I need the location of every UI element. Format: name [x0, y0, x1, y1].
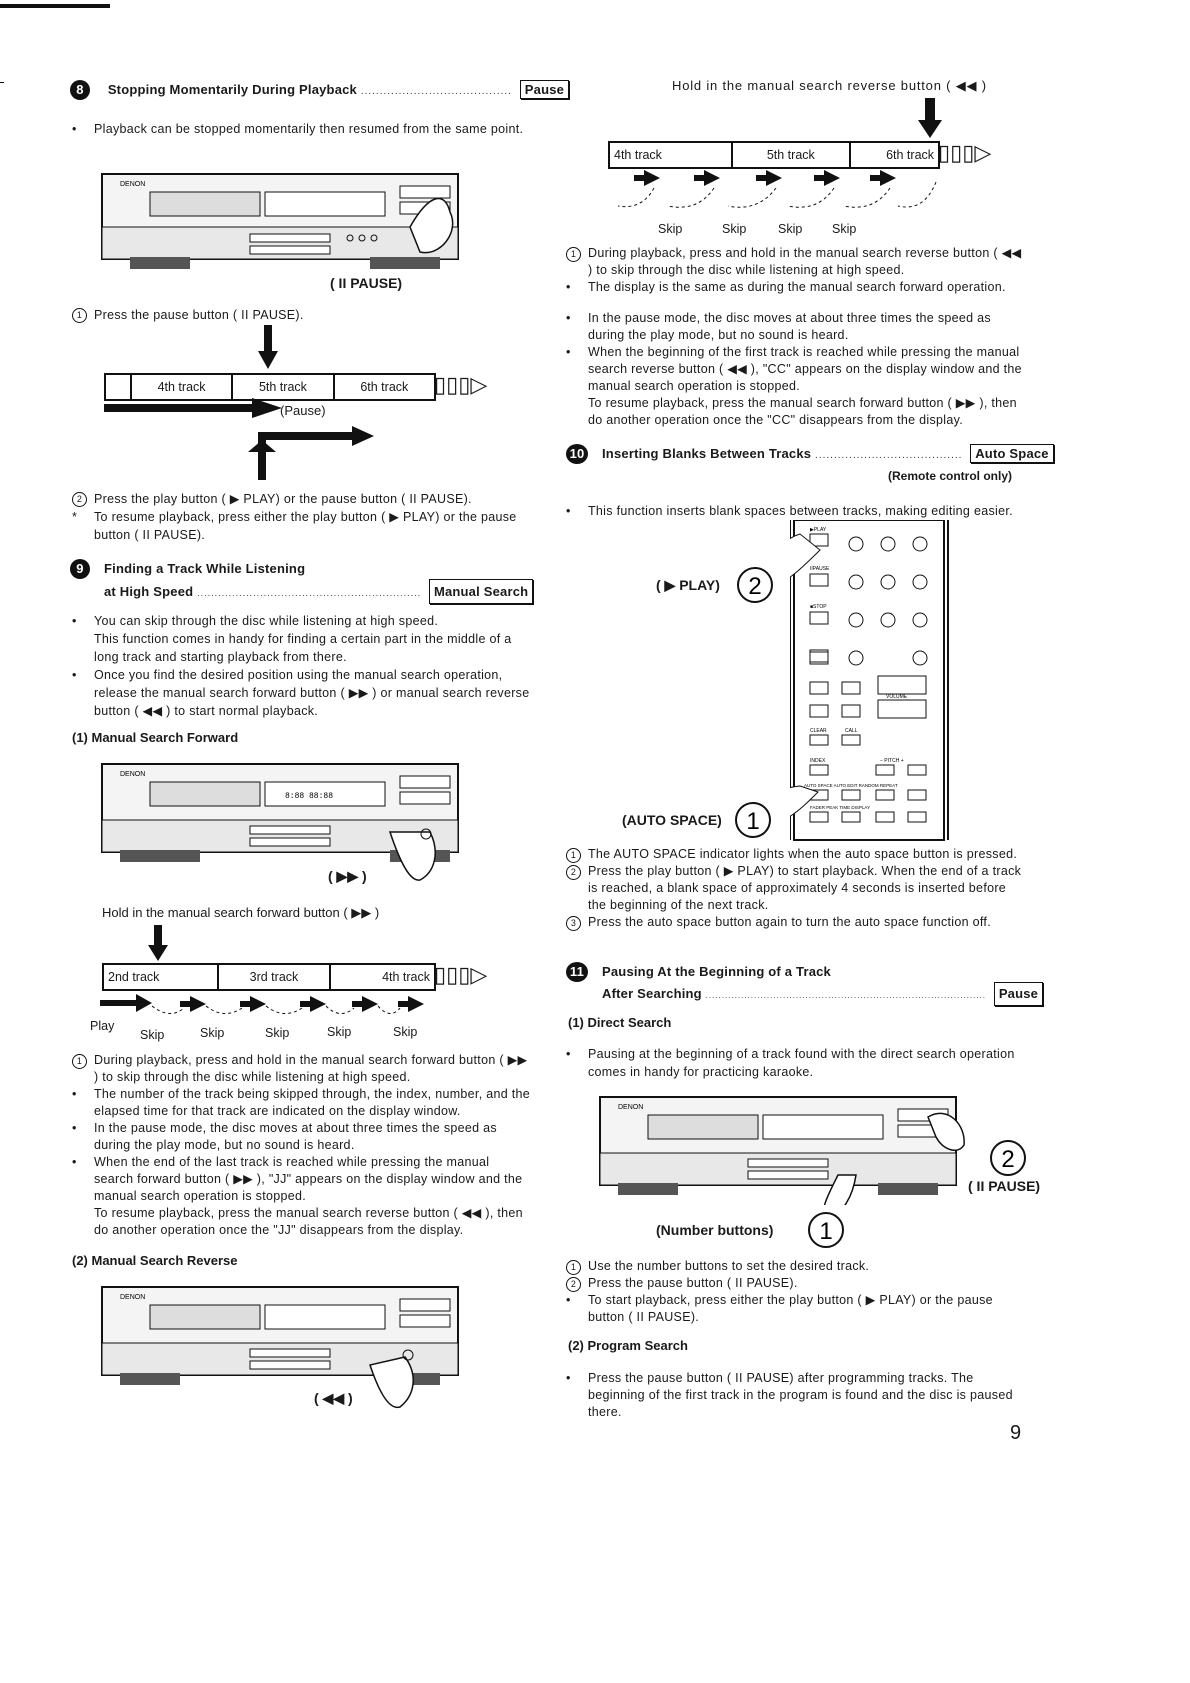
pause-key: Pause [520, 80, 569, 99]
number-buttons-callout: (Number buttons) [656, 1222, 774, 1238]
sec9-reverse-steps: 1 During playback, press and hold in the manual search reverse button ( ◀◀ ) to skip through the disc while listening at high speed. • The display is the same as during the manual search forward operation. • In the pause mode, the disc moves at about three times the speed as during the play mode, but no sound is heard. • When the beginning of the first track is reached while pressing the manual search reverse button ( ◀◀ ), "CC" appears on the display window and the manual search operation is stopped. To resume playback, press the manual search forward button ( ▶▶ ), then do another operation once the "CC" disappears from the display. [566, 245, 1026, 429]
leader-dots: ........................................ [360, 86, 512, 97]
track-label: 4th track [610, 143, 733, 167]
callout-1-icon [733, 800, 773, 840]
remote-control-illustration [790, 520, 950, 842]
player-display: 8:88 88:88 [285, 792, 334, 801]
forward-caption: ( ▶▶ ) [328, 868, 367, 884]
sec9-bullets [72, 612, 532, 720]
cd-player-illustration-forward [100, 762, 470, 882]
bullet-continuation: To resume playback, press the manual search forward button ( ▶▶ ), then do another operation once the "CC" disappears from the display. [588, 396, 1017, 427]
step-text: The AUTO SPACE indicator lights when the auto space button is pressed. [588, 847, 1018, 861]
svg-text:2: 2 [1001, 1146, 1015, 1173]
margin-tick [0, 82, 4, 83]
sec10-bullet [566, 502, 1026, 520]
hold-reverse-label: Hold in the manual search reverse button ( ◀◀ ) [672, 78, 987, 93]
svg-text:1: 1 [746, 808, 760, 835]
section-9-title-line1: Finding a Track While Listening [104, 561, 306, 576]
remote-play-label: ▶PLAY [810, 527, 827, 533]
section-8-title-text: Stopping Momentarily During Playback [107, 82, 357, 97]
sec8-bullet [72, 120, 532, 138]
section-10-title-text: Inserting Blanks Between Tracks [602, 446, 812, 461]
cd-player-illustration-reverse [100, 1285, 470, 1410]
direct-search-heading: (1) Direct Search [568, 1015, 672, 1030]
skip-arrows-reverse [618, 168, 938, 218]
remote-clear-label: CLEAR [810, 728, 827, 734]
sec11-bullet3 [566, 1370, 1026, 1421]
play-label: Play [90, 1019, 115, 1033]
section-10-number: 10 [566, 444, 588, 464]
pause-label: (Pause) [280, 403, 326, 418]
section-9-title-line2: at High Speed [104, 584, 194, 599]
step-text: Press the play button ( ▶ PLAY) to start playback. When the end of a track is reached, a blank space of approximately 4 seconds is inserted before the beginning of the next track. [588, 864, 1022, 912]
remote-row1-label: AUTO SPACE AUTO EDIT RANDOM REPEAT [804, 783, 898, 788]
down-arrow-icon [148, 925, 168, 961]
remote-pause-label: IIPAUSE [810, 566, 830, 572]
track-bar-forward [102, 963, 436, 991]
track-label: 5th track [233, 375, 334, 399]
bullet-continuation: This function comes in handy for finding a certain part in the middle of a long track and starting playback from there. [94, 632, 512, 664]
track-label: 6th track [886, 148, 935, 162]
page-corner-mark [0, 4, 110, 8]
skip-label: Skip [722, 222, 747, 236]
bullet-text: • Pausing at the beginning of a track found with the direct search operation comes in handy for practicing karaoke. [566, 1045, 1026, 1081]
track-bar-pause [104, 373, 436, 401]
skip-label: Skip [658, 222, 683, 236]
track-bar-reverse [608, 141, 940, 169]
step-text: Press the pause button ( II PAUSE). [588, 1276, 798, 1290]
sec8-step1: 1 Press the pause button ( II PAUSE). [72, 306, 532, 324]
page-number: 9 [1010, 1422, 1022, 1444]
skip-label: Skip [327, 1025, 352, 1039]
bullet-text: • The number of the track being skipped through, the index, number, and the elapsed time for that track are indicated on the display window. [72, 1086, 532, 1120]
bullet-text: • In the pause mode, the disc moves at about three times the speed as during the play mode, but no sound is heard. [72, 1120, 532, 1154]
play-arrow-icon [104, 398, 284, 418]
bullet-text: • The display is the same as during the manual search forward operation. [566, 279, 1026, 296]
section-11-title-line2: After Searching [602, 986, 702, 1001]
remote-row2-label: FADER PEAK TIME DISPLAY [810, 805, 871, 810]
callout-1-icon [806, 1210, 846, 1250]
skip-label: Skip [140, 1028, 165, 1042]
reverse-caption: ( ◀◀ ) [314, 1390, 353, 1406]
manual-search-key: Manual Search [429, 579, 533, 604]
sec10-steps: 1 The AUTO SPACE indicator lights when the auto space button is pressed. 2 Press the play button ( ▶ PLAY) to start playback. When the end of a track is reached, a blank space of approximately 4 seconds is inserted before the beginning of the next track. 3 Press the auto space button again to turn the auto space function off. [566, 846, 1026, 931]
track-label: 6th track [360, 380, 409, 394]
player-brand: DENON [120, 1294, 146, 1301]
remote-only-note: (Remote control only) [888, 469, 1013, 483]
callout-2-icon [988, 1138, 1028, 1178]
auto-space-key: Auto Space [970, 444, 1054, 463]
step-text: Use the number buttons to set the desired track. [588, 1259, 870, 1273]
bullet-continuation: To resume playback, press the manual search reverse button ( ◀◀ ), then do another operation once the "JJ" disappears from the display. [94, 1206, 523, 1237]
step-text: Press the play button ( ▶ PLAY) or the pause button ( II PAUSE). [94, 492, 472, 506]
leader-dots: ....................................................................................... [705, 991, 986, 1000]
manual-search-forward-heading: (1) Manual Search Forward [72, 730, 239, 745]
sec8-step2: 2 Press the play button ( ▶ PLAY) or the pause button ( II PAUSE). * To resume playback, press either the play button ( ▶ PLAY) or the pause button ( II PAUSE). [72, 490, 532, 544]
section-8-title [70, 80, 569, 100]
skip-label: Skip [832, 222, 857, 236]
remote-volume-label: VOLUME [886, 694, 908, 700]
skip-arrows-forward [100, 994, 430, 1024]
auto-space-callout: (AUTO SPACE) [622, 812, 722, 828]
section-11-title-line1: Pausing At the Beginning of a Track [602, 964, 831, 979]
resume-arrow-icon [246, 422, 376, 480]
step-text: During playback, press and hold in the manual search forward button ( ▶▶ ) to skip through the disc while listening at high speed. [94, 1053, 528, 1084]
player-brand: DENON [120, 771, 146, 778]
skip-label: Skip [200, 1026, 225, 1040]
player-brand: DENON [618, 1104, 644, 1111]
player-brand: DENON [120, 181, 146, 188]
bullet-text: • In the pause mode, the disc moves at about three times the speed as during the play mode, but no sound is heard. [566, 310, 1026, 344]
bullet-text: • Press the pause button ( II PAUSE) after programming tracks. The beginning of the first track in the program is found and the disc is paused there. [566, 1370, 1026, 1421]
track-label: 4th track [132, 375, 233, 399]
cd-player-illustration-pause [100, 172, 470, 277]
skip-label: Skip [393, 1025, 418, 1039]
section-11-number: 11 [566, 962, 588, 982]
bullet-text: • To start playback, press either the play button ( ▶ PLAY) or the pause button ( II PAUSE). [566, 1292, 1026, 1326]
svg-text:1: 1 [819, 1218, 833, 1245]
skip-label: Skip [265, 1026, 290, 1040]
remote-index-label: INDEX [810, 758, 826, 764]
pause-caption: ( II PAUSE) [330, 275, 403, 291]
step-text: During playback, press and hold in the manual search reverse button ( ◀◀ ) to skip through the disc while listening at high speed. [588, 246, 1022, 277]
remote-call-label: CALL [845, 728, 858, 734]
down-arrow-icon [258, 325, 278, 369]
pause-callout: ( II PAUSE) [968, 1178, 1041, 1194]
leader-dots: ....................................... [815, 450, 963, 461]
callout-2-icon [735, 565, 775, 605]
bullet-text: • When the beginning of the first track is reached while pressing the manual search reverse button ( ◀◀ ), "CC" appears on the display window and the manual search operation is stopped. [566, 344, 1026, 395]
sec11-bullet1 [566, 1045, 1026, 1081]
bullet-text: • This function inserts blank spaces between tracks, making editing easier. [566, 502, 1026, 520]
bullet-text: • Playback can be stopped momentarily then resumed from the same point. [72, 120, 532, 138]
manual-search-reverse-heading: (2) Manual Search Reverse [72, 1253, 238, 1268]
pause-key: Pause [994, 982, 1043, 1006]
sec11-steps: 1 Use the number buttons to set the desired track. 2 Press the pause button ( II PAUSE). • To start playback, press either the play button ( ▶ PLAY) or the pause button ( II PAUSE). [566, 1258, 1026, 1326]
bullet-text: • You can skip through the disc while listening at high speed. [72, 612, 532, 630]
section-9-number: 9 [70, 559, 90, 579]
track-end-icon: ▯▯▯▷ [434, 962, 488, 987]
track-label: 4th track [382, 970, 430, 984]
down-arrow-icon [918, 98, 942, 138]
skip-label: Skip [778, 222, 803, 236]
track-label: 5th track [733, 143, 852, 167]
bullet-text: • Once you find the desired position using the manual search operation, release the manual search forward button ( ▶▶ ) or manual search reverse button ( ◀◀ ) to start normal playback. [72, 666, 532, 720]
sec9-forward-steps: 1 During playback, press and hold in the manual search forward button ( ▶▶ ) to skip through the disc while listening at high speed. • The number of the track being skipped through, the index, number, and the elapsed time for that track are indicated on the display window. • In the pause mode, the disc moves at about three times the speed as during the play mode, but no sound is heard. • When the end of the last track is reached while pressing the manual search forward button ( ▶▶ ), "JJ" appears on the display window and the manual search operation is stopped. To resume playback, press the manual search reverse button ( ◀◀ ), then do another operation once the "JJ" disappears from the display. [72, 1052, 532, 1239]
track-label: 2nd track [104, 965, 219, 989]
step-text: Press the auto space button again to turn the auto space function off. [588, 915, 991, 929]
leader-dots: ................................................................ [197, 588, 422, 598]
note-text: * To resume playback, press either the play button ( ▶ PLAY) or the pause button ( II PAUSE). [72, 508, 532, 544]
section-9-title [70, 558, 533, 604]
step-text: Press the pause button ( II PAUSE). [94, 308, 304, 322]
remote-stop-label: ■STOP [810, 604, 827, 610]
hold-forward-label: Hold in the manual search forward button ( ▶▶ ) [102, 905, 380, 920]
play-callout: ( ▶ PLAY) [656, 577, 720, 593]
track-label: 3rd track [219, 965, 330, 989]
section-11-title [566, 962, 1043, 1006]
program-search-heading: (2) Program Search [568, 1338, 688, 1353]
bullet-text: • When the end of the last track is reached while pressing the manual search forward button ( ▶▶ ), "JJ" appears on the display window and the manual search operation is stopped. [72, 1154, 532, 1205]
section-8-number: 8 [70, 80, 90, 100]
remote-pitch-label: − PITCH + [880, 758, 904, 764]
track-end-icon: ▯▯▯▷ [938, 140, 992, 165]
section-10-title [566, 444, 1054, 464]
track-end-icon: ▯▯▯▷ [434, 372, 488, 397]
cd-player-illustration-direct [598, 1095, 968, 1205]
svg-text:2: 2 [748, 573, 762, 600]
